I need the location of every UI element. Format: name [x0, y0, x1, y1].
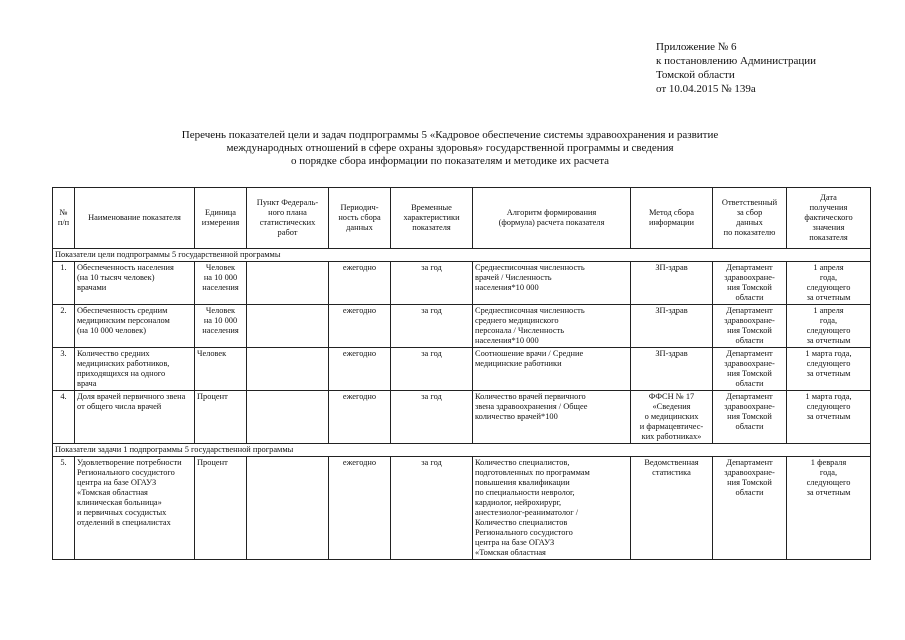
- collection-method: Ведомственная статистика: [631, 457, 713, 560]
- periodicity: ежегодно: [329, 391, 391, 444]
- table-row: [53, 262, 871, 305]
- time-characteristic: за год: [391, 457, 473, 560]
- header-cell: Метод сбора информации: [631, 188, 713, 249]
- time-characteristic: за год: [391, 391, 473, 444]
- header-cell: Временные характеристики показателя: [391, 188, 473, 249]
- appendix-line: к постановлению Администрации: [656, 55, 817, 67]
- title-line: международных отношений в сфере охраны здоровья» государственной программы и сведения: [226, 142, 674, 154]
- unit: Человек: [195, 348, 247, 391]
- time-characteristic: за год: [391, 305, 473, 348]
- appendix-line: от 10.04.2015 № 139а: [656, 83, 756, 95]
- periodicity: ежегодно: [329, 348, 391, 391]
- indicator-name: Обеспеченность средним медицинским персоналом (на 10 000 человек): [75, 305, 195, 348]
- collection-method: ЗП-здрав: [631, 305, 713, 348]
- indicators-table: [52, 187, 871, 560]
- header-cell: Наименование показателя: [75, 188, 195, 249]
- time-characteristic: за год: [391, 348, 473, 391]
- federal-plan-item: [247, 391, 329, 444]
- unit: Процент: [195, 391, 247, 444]
- table-row: [53, 457, 871, 560]
- periodicity: ежегодно: [329, 457, 391, 560]
- header-cell: Ответственный за сбор данных по показателю: [713, 188, 787, 249]
- row-number: 3.: [53, 348, 75, 391]
- row-number: 1.: [53, 262, 75, 305]
- document-title: [120, 129, 780, 168]
- collection-method: ЗП-здрав: [631, 262, 713, 305]
- title-line: Перечень показателей цели и задач подпрограммы 5 «Кадровое обеспечение системы здравоохранения и развитие: [181, 129, 719, 141]
- header-cell: Дата получения фактического значения показателя: [787, 188, 871, 249]
- title-line: о порядке сбора информации по показателям и методике их расчета: [290, 155, 610, 167]
- header-cell: Единица измерения: [195, 188, 247, 249]
- appendix-line: Томской области: [656, 69, 735, 81]
- algorithm: Среднесписочная численность врачей / Численность населения*10 000: [473, 262, 631, 305]
- algorithm: Среднесписочная численность среднего медицинского персонала / Численность населения*10 000: [473, 305, 631, 348]
- unit: Человек на 10 000 населения: [195, 305, 247, 348]
- header-cell: № п/п: [53, 188, 75, 249]
- indicator-name: Доля врачей первичного звена от общего числа врачей: [75, 391, 195, 444]
- responsible: Департамент здравоохране- ния Томской области: [713, 262, 787, 305]
- receipt-date: 1 марта года, следующего за отчетным: [787, 391, 871, 444]
- unit: Человек на 10 000 населения: [195, 262, 247, 305]
- collection-method: ФФСН № 17 «Сведения о медицинских и фармацевтичес- ких работниках»: [631, 391, 713, 444]
- receipt-date: 1 февраля года, следующего за отчетным: [787, 457, 871, 560]
- section-title: Показатели задачи 1 подпрограммы 5 государственной программы: [53, 444, 871, 457]
- federal-plan-item: [247, 305, 329, 348]
- header-cell: Алгоритм формирования (формула) расчета показателя: [473, 188, 631, 249]
- section-row: [53, 444, 871, 457]
- section-title: Показатели цели подпрограммы 5 государственной программы: [53, 249, 871, 262]
- responsible: Департамент здравоохране- ния Томской области: [713, 348, 787, 391]
- row-number: 2.: [53, 305, 75, 348]
- indicator-name: Количество средних медицинских работников, приходящихся на одного врача: [75, 348, 195, 391]
- header-cell: Периодич- ность сбора данных: [329, 188, 391, 249]
- section-row: [53, 249, 871, 262]
- receipt-date: 1 апреля года, следующего за отчетным: [787, 262, 871, 305]
- row-number: 4.: [53, 391, 75, 444]
- periodicity: ежегодно: [329, 305, 391, 348]
- indicator-name: Удовлетворение потребности Регионального сосудистого центра на базе ОГАУЗ «Томская областная клиническая больница» и первичных сосудистых отделений в специалистах: [75, 457, 195, 560]
- header-cell: Пункт Федераль- ного плана статистических работ: [247, 188, 329, 249]
- receipt-date: 1 апреля года, следующего за отчетным: [787, 305, 871, 348]
- header-row: [53, 188, 871, 249]
- federal-plan-item: [247, 457, 329, 560]
- algorithm: Количество специалистов, подготовленных по программам повышения квалификации по специальности невролог, кардиолог, нейрохирург, анестезиолог-реаниматолог / Количество специалистов Регионального сосудистого центра на базе ОГАУЗ «Томская областная: [473, 457, 631, 560]
- algorithm: Количество врачей первичного звена здравоохранения / Общее количество врачей*100: [473, 391, 631, 444]
- periodicity: ежегодно: [329, 262, 391, 305]
- federal-plan-item: [247, 348, 329, 391]
- time-characteristic: за год: [391, 262, 473, 305]
- table-row: [53, 348, 871, 391]
- appendix-header: [656, 40, 816, 96]
- indicator-name: Обеспеченность населения (на 10 тысяч человек) врачами: [75, 262, 195, 305]
- collection-method: ЗП-здрав: [631, 348, 713, 391]
- algorithm: Соотношение врачи / Средние медицинские работники: [473, 348, 631, 391]
- responsible: Департамент здравоохране- ния Томской области: [713, 305, 787, 348]
- table-row: [53, 305, 871, 348]
- unit: Процент: [195, 457, 247, 560]
- responsible: Департамент здравоохране- ния Томской области: [713, 391, 787, 444]
- receipt-date: 1 марта года, следующего за отчетным: [787, 348, 871, 391]
- federal-plan-item: [247, 262, 329, 305]
- row-number: 5.: [53, 457, 75, 560]
- responsible: Департамент здравоохране- ния Томской области: [713, 457, 787, 560]
- appendix-line: Приложение № 6: [656, 41, 737, 53]
- table-row: [53, 391, 871, 444]
